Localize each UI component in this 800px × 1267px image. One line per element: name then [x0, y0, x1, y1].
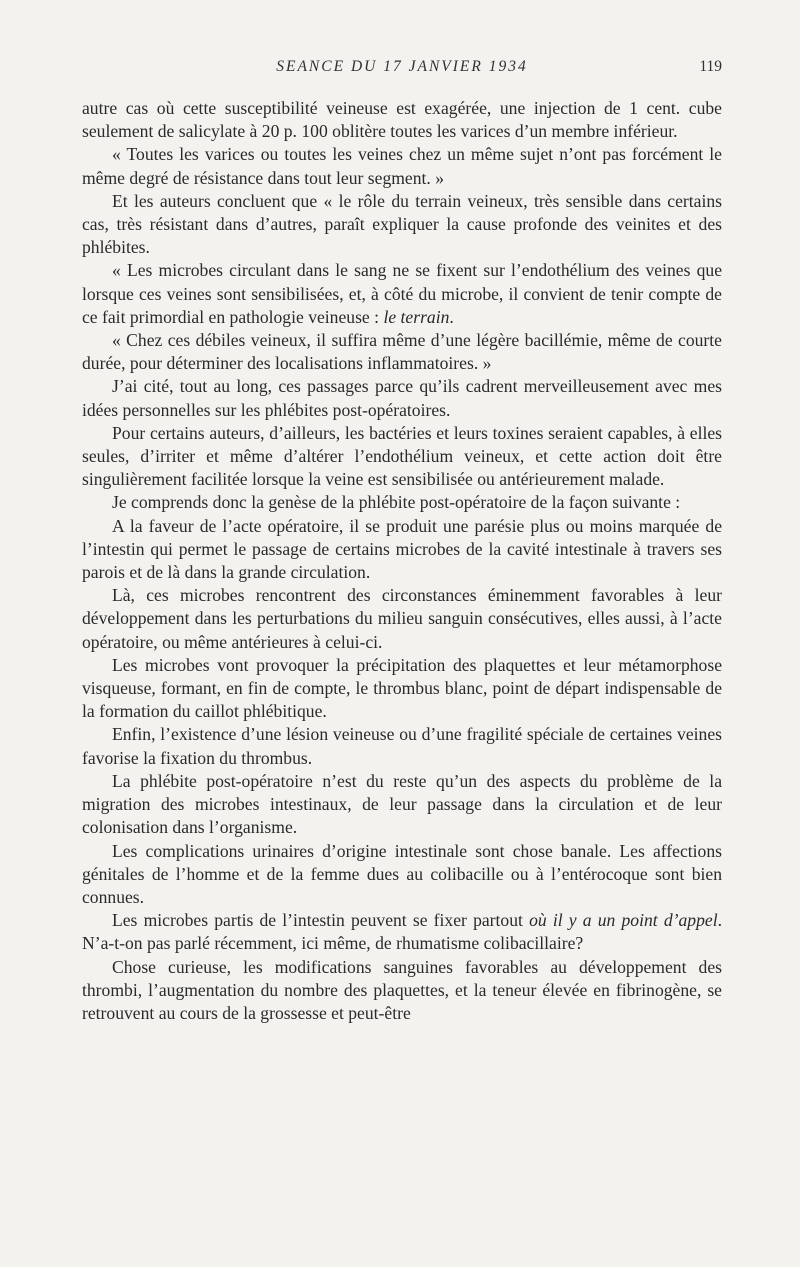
- paragraph: Les microbes vont provoquer la précipitation des plaquettes et leur métamorphose visqueuse, formant, en fin de compte, le thrombus blanc, point de départ indispensable de la formation du caillot phlébitique.: [82, 654, 722, 722]
- paragraph: La phlébite post-opératoire n’est du reste qu’un des aspects du problème de la migration des microbes intestinaux, de leur passage dans la circulation et de leur colonisation dans l’organisme.: [82, 770, 722, 838]
- paragraph: Je comprends donc la genèse de la phlébite post-opératoire de la façon suivante :: [112, 492, 681, 513]
- paragraph: « Toutes les varices ou toutes les veines chez un même sujet n’ont pas forcément le même degré de résistance dans tout leur segment. »: [82, 144, 722, 188]
- paragraph: [82, 909, 722, 955]
- italic-phrase: où il y a un point d’appel: [529, 910, 718, 931]
- paragraph-text: Les microbes partis de l’intestin peuvent se fixer partout: [112, 910, 530, 931]
- paragraph: « Chez ces débiles veineux, il suffira même d’une légère bacillémie, même de courte durée, pour déterminer des localisations inflammatoires. »: [82, 330, 722, 374]
- paragraph: J’ai cité, tout au long, ces passages parce qu’ils cadrent merveilleusement avec mes idées personnelles sur les phlébites post-opératoires.: [82, 376, 722, 420]
- running-head: [82, 58, 722, 82]
- paragraph: Là, ces microbes rencontrent des circonstances éminemment favorables à leur développement dans les perturbations du milieu sanguin consécutives, elles aussi, à l’acte opératoire, ou même antérieures à celui-ci.: [82, 585, 722, 652]
- italic-term: le terrain: [383, 306, 450, 327]
- paragraph: Pour certains auteurs, d’ailleurs, les bactéries et leurs toxines seraient capables, à elles seules, d’irriter et même d’altérer l’endothélium veineux, et cette action doit être singulièrement facilitée lorsque la veine est sensibilisée ou antérieurement malade.: [82, 422, 722, 490]
- paragraph: autre cas où cette susceptibilité veineuse est exagérée, une injection de 1 cent. cube seulement de salicylate à 20 p. 100 oblitère toutes les varices d’un membre inférieur.: [82, 98, 722, 142]
- paragraph-text: . N’a-t-on pas parlé récemment, ici même, de rhumatisme colibacillaire?: [82, 910, 722, 954]
- paragraph-text: .: [449, 306, 454, 327]
- paragraph: Enfin, l’existence d’une lésion veineuse ou d’une fragilité spéciale de certaines veines favorise la fixation du thrombus.: [82, 724, 722, 768]
- body-text: [82, 97, 722, 1025]
- paragraph: Les complications urinaires d’origine intestinale sont chose banale. Les affections génitales de l’homme et de la femme dues au colibacille ou à l’entérocoque sont bien connues.: [82, 840, 722, 907]
- page-number: 119: [699, 58, 722, 75]
- paragraph: [82, 259, 722, 329]
- paragraph: A la faveur de l’acte opératoire, il se produit une parésie plus ou moins marquée de l’intestin qui permet le passage de certains microbes de la cavité intestinale à travers ses parois et de là dans la grande circulation.: [82, 515, 722, 583]
- paragraph: Et les auteurs concluent que « le rôle du terrain veineux, très sensible dans certains cas, très résistant dans d’autres, paraît expliquer la cause profonde des veinites et des phlébites.: [82, 190, 722, 258]
- paragraph-text: « Les microbes circulant dans le sang ne se fixent sur l’endothélium des veines que lorsque ces veines sont sensibilisées, et, à côté du microbe, il convient de tenir compte de ce fait primordial en pathologie veineuse :: [82, 260, 722, 327]
- paragraph: Chose curieuse, les modifications sanguines favorables au développement des thrombi, l’augmentation du nombre des plaquettes, et la teneur élevée en fibrinogène, se retrouvent au cours de la grossesse et peut-être: [82, 956, 722, 1023]
- running-title: SEANCE DU 17 JANVIER 1934: [276, 58, 528, 75]
